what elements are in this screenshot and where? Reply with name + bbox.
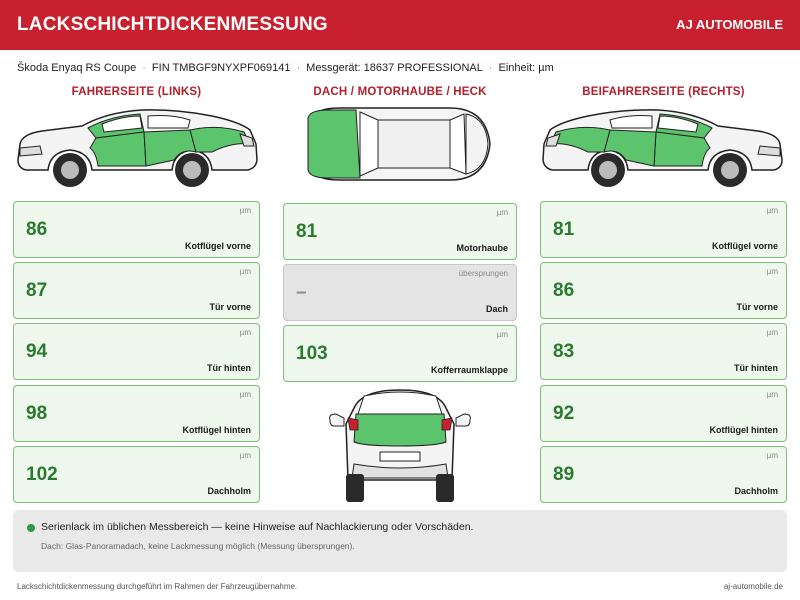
- card-unit: übersprungen: [458, 269, 508, 278]
- card-label: Motorhaube: [456, 243, 508, 253]
- card-label: Dach: [485, 304, 508, 314]
- card-label: Tür hinten: [207, 363, 251, 373]
- card-unit: µm: [239, 206, 251, 215]
- card-value: 94: [26, 341, 48, 362]
- summary-subtext: Dach: Glas-Panoramadach, keine Lackmessung möglich (Messung übersprungen).: [41, 541, 355, 551]
- measurement-card-center-motorhaube: [283, 203, 517, 260]
- vehicle-vin: FIN TMBGF9NYXPF069141: [151, 62, 291, 74]
- report-header: [0, 0, 800, 50]
- measuring-device: Messgerät: 18637 PROFESSIONAL: [306, 62, 483, 74]
- card-value: 98: [26, 403, 48, 424]
- card-unit: µm: [766, 206, 778, 215]
- card-unit: µm: [239, 267, 251, 276]
- card-unit: µm: [766, 390, 778, 399]
- card-unit: µm: [496, 208, 508, 217]
- card-label: Tür vorne: [736, 302, 778, 312]
- card-value: 102: [26, 464, 58, 485]
- card-label: Tür hinten: [734, 363, 778, 373]
- measurement-card-center-dach: [283, 264, 517, 321]
- car-side-left-icon: [12, 104, 262, 192]
- car-rear-view-icon: [324, 384, 476, 506]
- card-value: 83: [553, 341, 575, 362]
- card-value: 86: [26, 219, 48, 240]
- status-dot-icon: [27, 524, 35, 532]
- card-unit: µm: [766, 267, 778, 276]
- card-label: Dachholm: [734, 486, 778, 496]
- footer-note: Lackschichtdickenmessung durchgeführt im Rahmen der Fahrzeugübernahme.: [17, 582, 298, 591]
- vehicle-model: Škoda Enyaq RS Coupe: [17, 62, 137, 74]
- measurement-card-left-kotfluegel-hinten: [13, 385, 260, 442]
- card-label: Kotflügel vorne: [711, 241, 778, 251]
- card-label: Dachholm: [207, 486, 251, 496]
- card-unit: µm: [496, 330, 508, 339]
- brand-name: AJ AUTOMOBILE: [676, 17, 783, 32]
- card-value: 87: [26, 280, 48, 301]
- card-value: 81: [553, 219, 575, 240]
- card-unit: µm: [239, 451, 251, 460]
- separator: ·: [488, 62, 493, 74]
- column-title-left: FAHRERSEITE (LINKS): [71, 86, 202, 98]
- measurement-card-left-kotfluegel-vorne: [13, 201, 260, 258]
- column-title-center: DACH / MOTORHAUBE / HECK: [313, 86, 487, 98]
- card-label: Kofferraumklappe: [430, 365, 508, 375]
- measurement-card-right-kotfluegel-hinten: [540, 385, 787, 442]
- measurement-unit: Einheit: µm: [498, 62, 554, 74]
- measurement-card-center-kofferraumklappe: [283, 325, 517, 382]
- card-value: 89: [553, 464, 575, 485]
- separator: ·: [142, 62, 146, 74]
- card-label: Kotflügel hinten: [182, 425, 251, 435]
- summary-note: [13, 510, 787, 572]
- vehicle-info-line: [17, 62, 554, 74]
- measurement-card-right-tuer-hinten: [540, 323, 787, 380]
- card-unit: µm: [239, 390, 251, 399]
- report-title: LACKSCHICHTDICKENMESSUNG: [17, 14, 328, 35]
- car-side-right-icon: [538, 104, 788, 192]
- card-value: 92: [553, 403, 575, 424]
- measurement-card-left-tuer-vorne: [13, 262, 260, 319]
- column-title-right: BEIFAHRERSEITE (RECHTS): [582, 86, 745, 98]
- measurement-card-left-tuer-hinten: [13, 323, 260, 380]
- card-unit: µm: [766, 451, 778, 460]
- card-label: Kotflügel hinten: [709, 425, 778, 435]
- card-label: Tür vorne: [209, 302, 251, 312]
- measurement-card-right-tuer-vorne: [540, 262, 787, 319]
- card-value: –: [296, 282, 307, 303]
- card-unit: µm: [239, 328, 251, 337]
- card-label: Kotflügel vorne: [184, 241, 251, 251]
- card-value: 86: [553, 280, 575, 301]
- measurement-card-right-dachholm: [540, 446, 787, 503]
- card-unit: µm: [766, 328, 778, 337]
- car-top-view-icon: [300, 104, 496, 184]
- separator: ·: [296, 62, 301, 74]
- footer-website: aj-automobile.de: [723, 582, 783, 591]
- summary-text: Serienlack im üblichen Messbereich — keine Hinweise auf Nachlackierung oder Vorschäden.: [41, 521, 474, 533]
- measurement-card-left-dachholm: [13, 446, 260, 503]
- card-value: 103: [296, 343, 328, 364]
- measurement-card-right-kotfluegel-vorne: [540, 201, 787, 258]
- card-value: 81: [296, 221, 318, 242]
